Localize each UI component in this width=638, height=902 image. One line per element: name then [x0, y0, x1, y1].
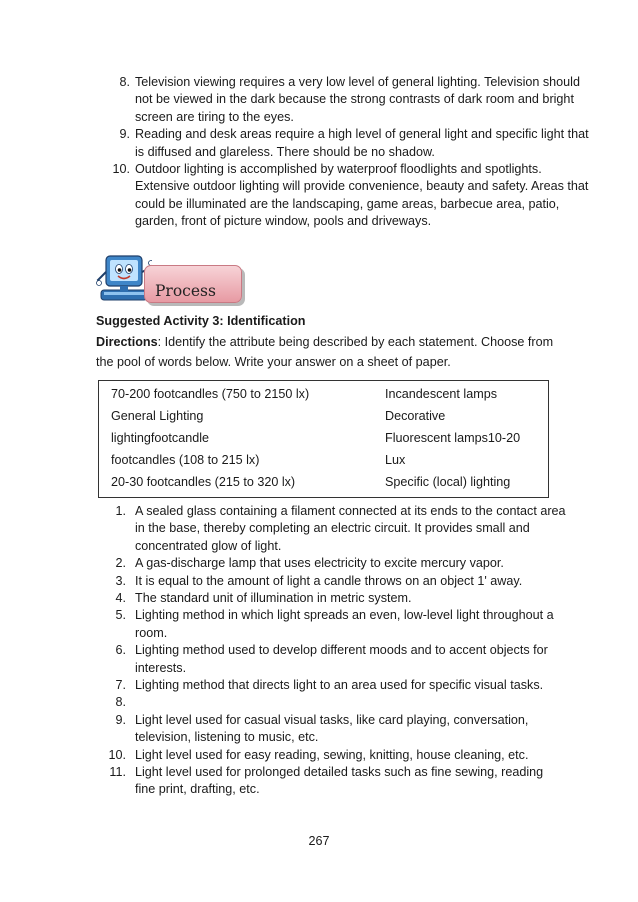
item-text: It is equal to the amount of light a candle throws on an object 1' away.: [135, 573, 523, 588]
item-text: A sealed glass containing a filament connected at its ends to the contact area in the base, thereby completing an electric circuit. It provides small and concentrated glow of light.: [135, 504, 566, 553]
item-number: 11.: [109, 765, 126, 780]
item-text: Television viewing requires a very low level of general lighting. Television should not be viewed in the dark because the strong contrasts of dark room and bright screen are tiring to the eyes.: [135, 75, 580, 124]
item-text: Lighting method that directs light to an area used for specific visual tasks.: [135, 678, 544, 693]
list-item: [98, 747, 566, 764]
item-number: 9.: [115, 712, 126, 727]
list-item: [98, 694, 566, 711]
item-text: Lighting method in which light spreads an even, low-level light throughout a room.: [135, 608, 554, 640]
word-pool-cell: 70-200 footcandles (750 to 2150 lx): [111, 387, 310, 401]
list-item: [98, 642, 566, 677]
item-text: Light level used for casual visual tasks, like card playing, conversation, television, listening to music, etc.: [135, 712, 529, 745]
list-item: [98, 712, 566, 747]
list-item: [98, 74, 595, 126]
question-list: [98, 503, 566, 799]
page-number: 267: [308, 834, 330, 848]
list-item: [98, 161, 595, 231]
list-item: [98, 590, 566, 607]
list-item: [98, 607, 566, 642]
item-text: Outdoor lighting is accomplished by waterproof floodlights and spotlights. Extensive outdoor lighting will provide convenience, beauty and safety. Areas that could be illuminated are the landscaping, game areas, barbecue area, patio, garden, front of picture window, pools and driveways.: [135, 162, 589, 229]
list-item: [98, 573, 566, 590]
item-text: Lighting method used to develop different moods and to accent objects for interests.: [135, 643, 548, 675]
list-item: [98, 555, 566, 572]
item-number: 8.: [115, 695, 126, 710]
directions-label: Directions: [96, 335, 158, 349]
word-pool-cell: Incandescent lamps: [385, 387, 498, 401]
item-text: The standard unit of illumination in metric system.: [135, 591, 412, 606]
item-number: 6.: [115, 643, 126, 658]
word-pool-cell: footcandles (108 to 215 lx): [111, 453, 260, 467]
item-number: 2.: [115, 556, 126, 571]
item-number: 5.: [115, 608, 126, 623]
process-tab: [144, 265, 242, 303]
item-number: 1.: [115, 504, 126, 518]
word-pool-cell: lightingfootcandle: [111, 431, 210, 445]
activity-heading: Suggested Activity 3: Identification: [96, 314, 306, 328]
word-pool-cell: Specific (local) lighting: [385, 475, 511, 489]
item-number: 10.: [108, 747, 126, 762]
list-item: [98, 764, 566, 799]
directions: [96, 332, 566, 372]
item-text: Light level used for easy reading, sewing, knitting, house cleaning, etc.: [135, 747, 529, 762]
word-pool-cell: 20-30 footcandles (215 to 320 lx): [111, 475, 296, 489]
directions-text: : Identify the attribute being described by each statement. Choose from the pool of words below. Write your answer on a sheet of paper.: [96, 335, 554, 369]
item-text: A gas-discharge lamp that uses electricity to excite mercury vapor.: [135, 556, 504, 571]
word-pool-cell: Lux: [385, 453, 406, 467]
list-item: [98, 126, 595, 161]
item-text: Reading and desk areas require a high level of general light and specific light that is diffused and glareless. There should be no shadow.: [135, 127, 589, 159]
word-pool-cell: General Lighting: [111, 409, 204, 423]
item-number: 7.: [115, 678, 126, 693]
item-text: Light level used for prolonged detailed tasks such as fine sewing, reading fine print, drafting, etc.: [135, 765, 544, 797]
reference-list: [98, 74, 589, 231]
item-number: 8.: [119, 75, 130, 89]
list-item: [98, 503, 566, 555]
item-number: 4.: [115, 591, 126, 606]
word-pool-table: [98, 380, 549, 498]
process-banner: [96, 252, 256, 308]
item-number: 9.: [119, 127, 130, 142]
item-number: 10.: [112, 162, 130, 177]
process-label: Process: [155, 282, 216, 300]
list-item: [98, 677, 566, 694]
word-pool-cell: Fluorescent lamps10-20: [385, 431, 521, 445]
word-pool-cell: Decorative: [385, 409, 446, 423]
item-number: 3.: [115, 573, 126, 588]
